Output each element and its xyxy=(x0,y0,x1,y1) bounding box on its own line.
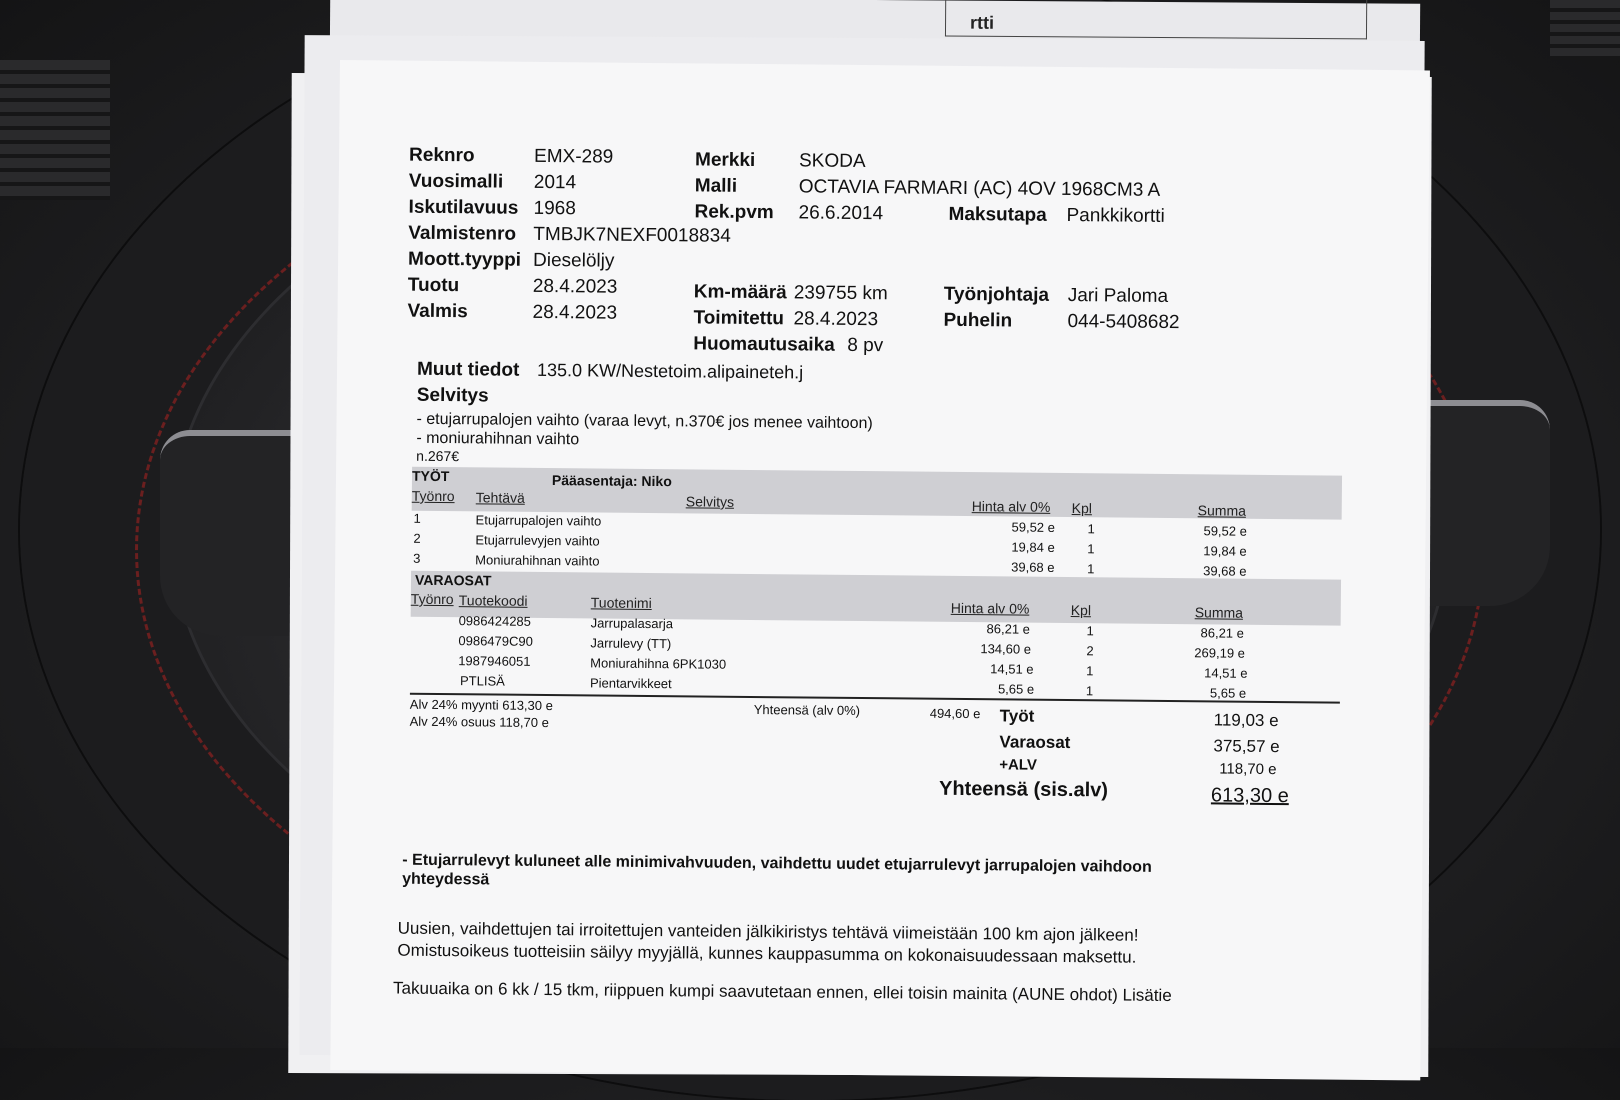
varaosat-col-koodi: Tuotekoodi xyxy=(458,592,528,609)
yhteensa-alv0-label: Yhteensä (alv 0%) xyxy=(753,702,861,719)
km-label: Km-määrä xyxy=(693,281,787,304)
footer-line: Takuuaika on 6 kk / 15 tkm, riippuen kumpi saavutetaan ennen, ellei toisin mainita (AUNE ohdot) Lisätie xyxy=(393,978,1172,1006)
km-value: 239755 km xyxy=(793,282,888,305)
footer-line: Omistusoikeus tuotteisiin säilyy myyjällä, kunnes kauppasumma on kokonaisuudessaan maksettu. xyxy=(397,940,1137,967)
maksutapa-label: Maksutapa xyxy=(948,203,1047,226)
puhelin-value: 044-5408682 xyxy=(1067,310,1180,334)
tyot-kpl: 1 xyxy=(1087,521,1095,537)
tyot-tehtava: Moniurahihnan vaihto xyxy=(475,552,600,569)
tuotu-label: Tuotu xyxy=(407,274,460,297)
varaosa-koodi: 1987946051 xyxy=(458,653,531,669)
tyonjohtaja-value: Jari Paloma xyxy=(1067,284,1169,307)
note-text: - Etujarrulevyt kuluneet alle minimivahvuuden, vaihdettu uudet etujarrulevyt jarrupalojen vaihdoon yhteydessä xyxy=(402,851,1152,889)
vuosimalli-label: Vuosimalli xyxy=(408,170,504,193)
iskutilavuus-value: 1968 xyxy=(533,197,576,220)
total-tyot-label: Työt xyxy=(999,706,1035,726)
iskutilavuus-label: Iskutilavuus xyxy=(408,196,519,219)
merkki-value: SKODA xyxy=(798,150,866,173)
footer-line: Uusien, vaihdettujen tai irroitettujen vanteiden jälkikiristys tehtävä viimeistään 100 km ajon jälkeen! xyxy=(397,918,1139,945)
muut-value: 135.0 KW/Nestetoim.alipaineteh.j xyxy=(536,359,804,383)
selvitys-line: n.267€ xyxy=(416,447,460,465)
valmistenro-label: Valmistenro xyxy=(408,222,517,245)
huomautus-label: Huomautusaika xyxy=(693,333,835,356)
valmistenro-value: TMBJK7NEXF0018834 xyxy=(533,223,731,247)
total-sis-alv-label: Yhteensä (sis.alv) xyxy=(938,777,1109,802)
varaosat-col-nimi: Tuotenimi xyxy=(590,594,652,612)
tyot-hinta: 19,84 e xyxy=(1011,539,1055,555)
rekpvm-label: Rek.pvm xyxy=(694,201,774,224)
alv-osuus: Alv 24% osuus 118,70 e xyxy=(409,713,549,731)
huomautus-value: 8 pv xyxy=(847,334,884,357)
varaosa-koodi: PTLISÄ xyxy=(459,673,505,689)
tyot-nro: 3 xyxy=(413,550,421,566)
tyot-col-hinta: Hinta alv 0% xyxy=(971,498,1051,515)
total-alv-label: +ALV xyxy=(999,756,1038,774)
valmis-label: Valmis xyxy=(407,300,468,323)
tyot-kpl: 1 xyxy=(1087,541,1095,557)
rekpvm-value: 26.6.2014 xyxy=(798,202,884,225)
total-sis-alv-value: 613,30 e xyxy=(1210,784,1289,808)
tyot-hinta: 39,68 e xyxy=(1011,559,1055,575)
malli-label: Malli xyxy=(694,175,738,197)
tyot-kpl: 1 xyxy=(1087,561,1095,577)
toimitettu-label: Toimitettu xyxy=(693,307,785,330)
varaosa-kpl: 1 xyxy=(1086,623,1094,639)
selvitys-line: - moniurahihnan vaihto xyxy=(416,429,580,449)
form-box xyxy=(945,0,1367,39)
tuotu-value: 28.4.2023 xyxy=(532,275,618,298)
varaosa-koodi: 0986479C90 xyxy=(458,633,533,649)
tyot-title: TYÖT xyxy=(411,467,450,485)
tyot-col-summa: Summa xyxy=(1197,502,1247,519)
muut-label: Muut tiedot xyxy=(416,358,520,381)
puhelin-label: Puhelin xyxy=(943,309,1013,332)
varaosat-col-kpl: Kpl xyxy=(1070,602,1092,619)
tyot-tehtava: Etujarrulevyjen vaihto xyxy=(475,532,600,549)
varaosa-hinta: 14,51 e xyxy=(990,661,1034,677)
reknro-value: EMX-289 xyxy=(533,145,614,168)
tyot-hinta: 59,52 e xyxy=(1011,519,1055,535)
alv-myynti: Alv 24% myynti 613,30 e xyxy=(409,696,553,714)
varaosa-hinta: 5,65 e xyxy=(997,681,1035,697)
tyot-col-tehtava: Tehtävä xyxy=(475,489,525,506)
toimitettu-value: 28.4.2023 xyxy=(793,308,879,331)
varaosa-summa: 5,65 e xyxy=(1209,685,1247,701)
moott-value: Dieselöljy xyxy=(532,249,615,272)
varaosat-col-nro: Työnro xyxy=(410,590,454,608)
header-fragment: rtti xyxy=(969,12,995,33)
yhteensa-alv0-value: 494,60 e xyxy=(929,705,981,722)
total-varaosat-label: Varaosat xyxy=(999,732,1071,753)
selvitys-label: Selvitys xyxy=(416,384,489,407)
varaosa-nimi: Jarrulevy (TT) xyxy=(590,635,672,652)
tyot-col-selvitys: Selvitys xyxy=(685,493,735,510)
tyot-col-kpl: Kpl xyxy=(1071,500,1093,517)
moott-label: Moott.tyyppi xyxy=(407,248,522,271)
invoice-sheet xyxy=(330,60,1430,1080)
total-varaosat-value: 375,57 e xyxy=(1213,736,1280,757)
tyot-summa: 39,68 e xyxy=(1203,563,1247,579)
tyot-nro: 2 xyxy=(413,530,421,546)
varaosat-title: VARAOSAT xyxy=(414,571,492,589)
tyot-summa: 59,52 e xyxy=(1203,523,1247,539)
varaosat-col-hinta: Hinta alv 0% xyxy=(950,599,1030,617)
selvitys-line: - etujarrupalojen vaihto (varaa levyt, n.370€ jos menee vaihtoon) xyxy=(416,410,873,433)
merkki-label: Merkki xyxy=(694,149,756,171)
varaosa-summa: 86,21 e xyxy=(1200,625,1244,641)
air-vent-right xyxy=(1550,0,1620,60)
tyonjohtaja-label: Työnjohtaja xyxy=(943,283,1050,306)
valmis-value: 28.4.2023 xyxy=(532,301,618,324)
maksutapa-value: Pankkikortti xyxy=(1066,204,1165,227)
varaosa-nimi: Moniurahihna 6PK1030 xyxy=(590,655,727,672)
varaosat-col-summa: Summa xyxy=(1194,604,1244,621)
total-tyot-value: 119,03 e xyxy=(1213,710,1279,731)
reknro-label: Reknro xyxy=(408,144,475,167)
varaosa-kpl: 1 xyxy=(1085,683,1094,699)
varaosa-hinta: 134,60 e xyxy=(980,641,1032,657)
paaasentaja: Pääasentaja: Niko xyxy=(551,472,672,490)
tyot-summa: 19,84 e xyxy=(1203,543,1247,559)
air-vent-left xyxy=(0,60,110,200)
varaosa-hinta: 86,21 e xyxy=(986,621,1031,637)
varaosa-nimi: Pientarvikkeet xyxy=(589,675,672,692)
varaosa-summa: 269,19 e xyxy=(1194,645,1246,661)
varaosa-kpl: 2 xyxy=(1086,643,1094,659)
tyot-nro: 1 xyxy=(413,510,421,526)
varaosa-nimi: Jarrupalasarja xyxy=(590,615,674,632)
tyot-tehtava: Etujarrupalojen vaihto xyxy=(475,512,602,529)
total-alv-value: 118,70 e xyxy=(1219,760,1277,779)
varaosa-summa: 14,51 e xyxy=(1204,665,1248,681)
tyot-col-nro: Työnro xyxy=(411,487,455,505)
varaosa-koodi: 0986424285 xyxy=(458,613,532,629)
varaosa-kpl: 1 xyxy=(1086,663,1094,679)
malli-value: OCTAVIA FARMARI (AC) 4OV 1968CM3 A xyxy=(798,176,1161,201)
vuosimalli-value: 2014 xyxy=(533,171,577,194)
